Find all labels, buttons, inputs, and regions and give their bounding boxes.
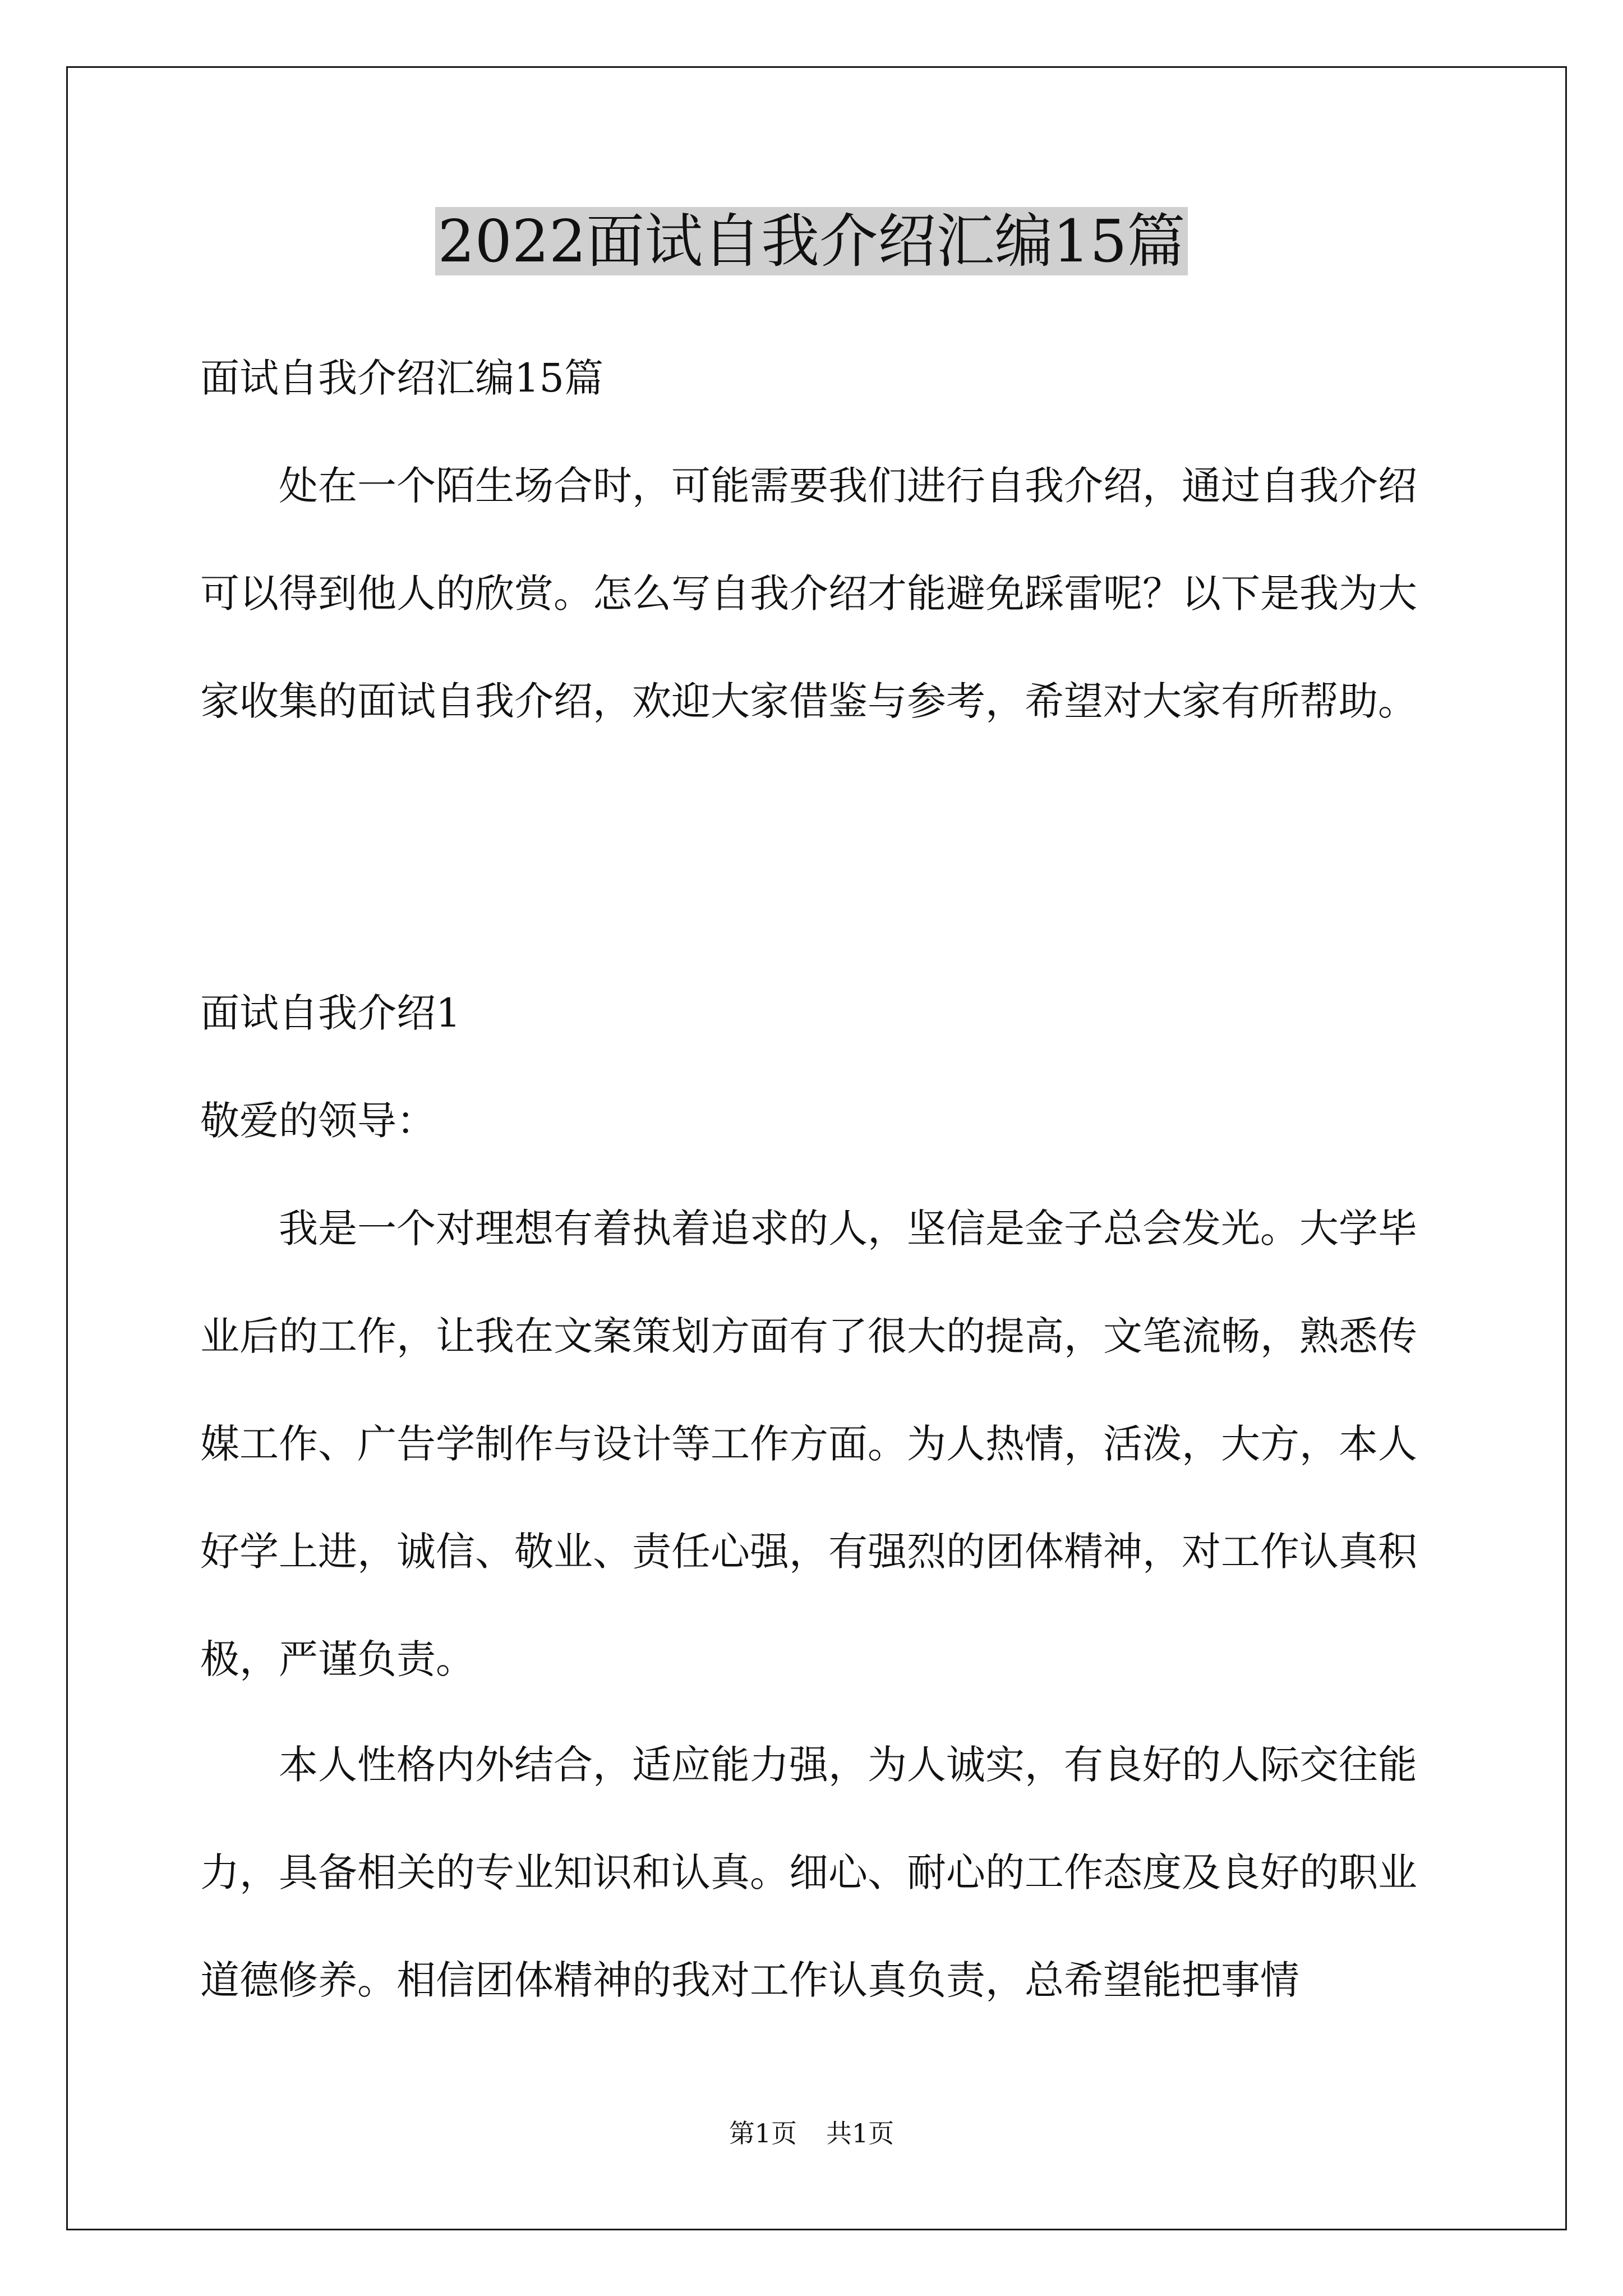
page-number-current: 第1页 <box>728 2118 797 2148</box>
document-title-text: 2022面试自我介绍汇编15篇 <box>435 207 1187 275</box>
body-paragraph: 本人性格内外结合，适应能力强，为人诚实，有良好的人际交往能力，具备相关的专业知识和认真。细心、耐心的工作态度及良好的职业道德修养。相信团体精神的我对工作认真负责，总希望能把事情 <box>200 1742 1417 2003</box>
section-heading: 面试自我介绍1 <box>200 990 461 1036</box>
page-number-total: 共1页 <box>826 2118 895 2148</box>
intro-paragraph: 处在一个陌生场合时，可能需要我们进行自我介绍，通过自我介绍可以得到他人的欣赏。怎么写自我介绍才能避免踩雷呢？以下是我为大家收集的面试自我介绍，欢迎大家借鉴与参考，希望对大家有所帮助。 <box>200 463 1417 724</box>
document-subtitle: 面试自我介绍汇编15篇 <box>200 355 604 401</box>
body-paragraph: 我是一个对理想有着执着追求的人，坚信是金子总会发光。大学毕业后的工作，让我在文案策划方面有了很大的提高，文笔流畅，熟悉传媒工作、广告学制作与设计等工作方面。为人热情，活泼，大方，本人好学上进，诚信、敬业、责任心强，有强烈的团体精神，对工作认真积极，严谨负责。 <box>200 1205 1417 1682</box>
salutation: 敬爱的领导： <box>200 1098 436 1144</box>
document-title <box>0 202 1623 280</box>
page-footer <box>0 2116 1623 2150</box>
